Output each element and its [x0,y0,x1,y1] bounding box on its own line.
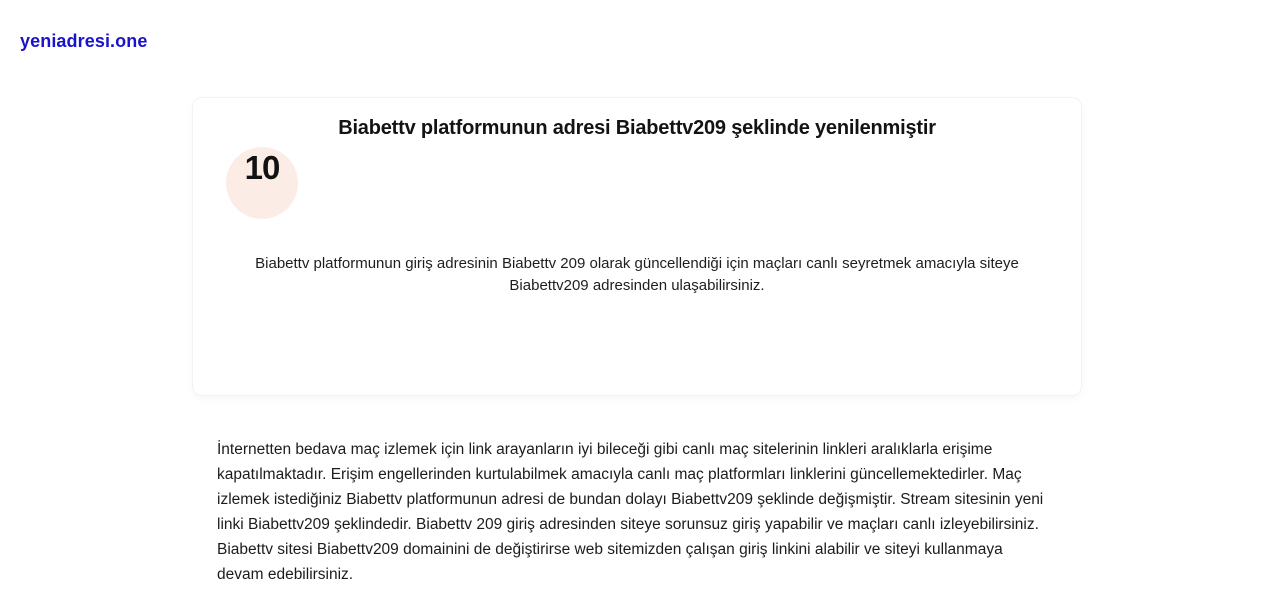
post-card [192,97,1082,396]
article-body: İnternetten bedava maç izlemek için link arayanların iyi bileceği gibi canlı maç sitelerinin linkleri aralıklarla erişime kapatılmaktadır. Erişim engellerinden kurtulabilmek amacıyla canlı maç platformları linklerini güncellemektedirler. Maç izlemek istediğiniz Biabettv platformunun adresi de bundan dolayı Biabettv209 şeklinde değişmiştir. Stream sitesinin yeni linki Biabettv209 şeklindedir. Biabettv 209 giriş adresinden siteye sorunsuz giriş yapabilir ve maçları canlı izleyebilirsiniz. Biabettv sitesi Biabettv209 domainini de değiştirirse web sitemizden çalışan giriş linkini alabilir ve siteyi kullanmaya devam edebilirsiniz. [217,441,1044,583]
date-badge-number: 10 [244,149,280,186]
post-title: Biabettv platformunun adresi Biabettv209 şeklinde yenilenmiştir [338,117,936,139]
post-excerpt: Biabettv platformunun giriş adresinin Biabettv 209 olarak güncellendiği için maçları canlı seyretmek amacıyla siteye Biabettv209 adresinden ulaşabilirsiniz. [255,255,1019,294]
site-logo[interactable]: yeniadresi.one [20,31,148,51]
date-badge [226,147,298,219]
